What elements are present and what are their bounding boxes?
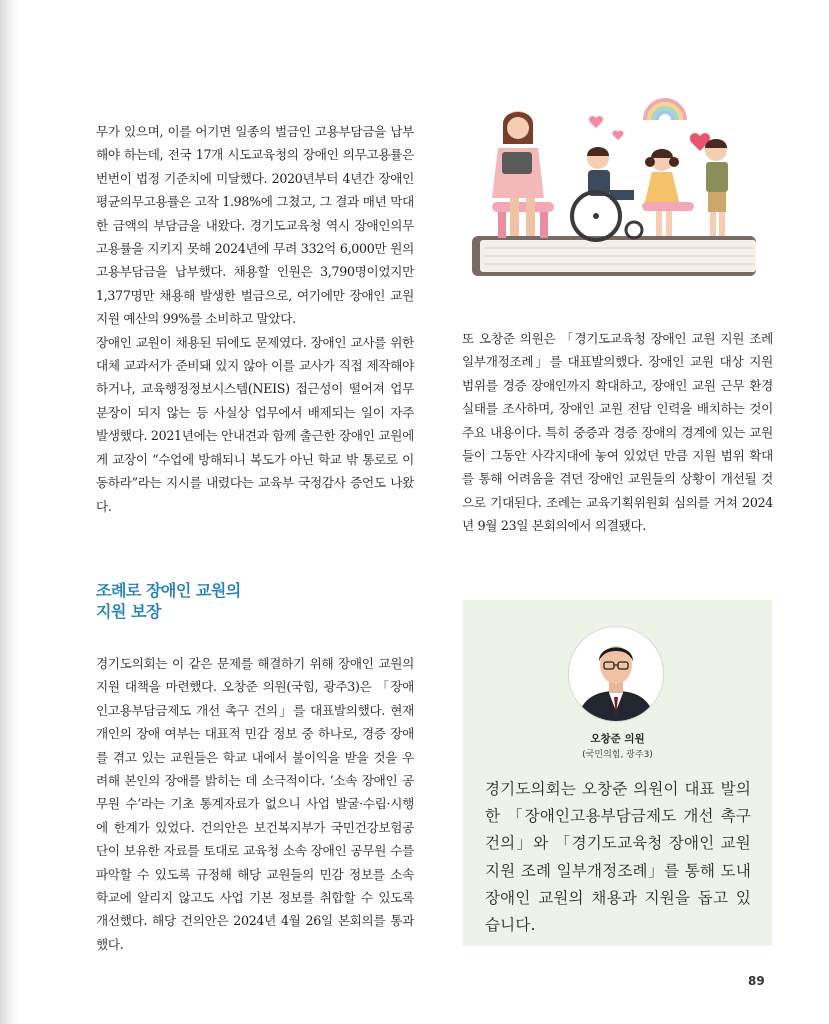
- inclusion-illustration: [470, 98, 760, 284]
- quote-speaker-name: 오창준 의원: [590, 733, 645, 745]
- section-heading-line-2: 지원 보장: [96, 602, 161, 621]
- quote-text: 경기도의회는 오창준 의원이 대표 발의한 「장애인고용부담금제도 개선 촉구 건의」와 「경기도교육청 장애인 교원 지원 조례 일부개정조례」를 통해 도내 장애인 교원의 채용과 지원을 돕고 있습니다.: [485, 780, 751, 935]
- right-paragraph-1: 또 오창준 의원은 「경기도교육청 장애인 교원 지원 조례 일부개정조례」를 대표발의했다. 장애인 교원 대상 지원 범위를 경증 장애인까지 확대하고, 장애인 교원 근무 환경 실태를 조사하며, 장애인 교원 전담 인력을 배치하는 것이 주요 내용이다. 특히 중증과 경증 장애의 경계에 있는 교원들이 그동안 사각지대에 놓여 있었던 만큼 지원 범위 확대를 통해 어려움을 겪던 장애인 교원들의 상황이 개선될 것으로 기대된다. 조례는 교육기획위원회 심의를 거쳐 2024년 9월 23일 본회의에서 의결됐다.: [462, 331, 773, 534]
- portrait-photo: [568, 626, 664, 722]
- boy-figure: [705, 139, 728, 236]
- heart-icons: [589, 116, 710, 151]
- quote-speaker-affiliation: (국민의힘, 광주3): [582, 750, 653, 760]
- rainbow-icon: [645, 100, 685, 120]
- girl-figure: [644, 149, 680, 236]
- left-paragraph-2: 장애인 교원이 채용된 뒤에도 문제였다. 장애인 교사를 위한 대체 교과서가 준비돼 있지 않아 이를 교사가 직접 제작해야 하거나, 교육행정정보시스템(NEIS) 접근성이 떨어져 업무 분장이 되지 않는 등 사실상 업무에서 배제되는 일이 자주 발생했다. 2021년에는 안내견과 함께 출근한 장애인 교원에게 교장이 “수업에 방해되니 복도가 아닌 학교 밖 통로로 이동하라”라는 지시를 내렸다는 교육부 국정감사 증언도 나왔다.: [96, 334, 414, 514]
- quote-box: [463, 600, 772, 946]
- left-paragraph-1: 무가 있으며, 이를 어기면 일종의 벌금인 고용부담금을 납부해야 하는데, 전국 17개 시도교육청의 장애인 의무고용률은 번번이 법정 기준치에 미달했다. 2020년부터 4년간 장애인평균의무고용률은 고작 1.98%에 그쳤고, 그 결과 매년 막대한 금액의 부담금을 내왔다. 경기도교육청 역시 장애인의무고용률을 지키지 못해 2024년에 무려 332억 6,000만 원의 고용부담금을 납부했다. 채용할 인원은 3,790명이었지만 1,377명만 채용해 발생한 벌금으로, 여기에만 장애인 교원 지원 예산의 99%를 소비하고 말았다.: [96, 124, 414, 327]
- page-fold-shadow: [0, 0, 18, 1024]
- right-column-text: [462, 327, 773, 538]
- section-heading: [96, 580, 396, 622]
- section-paragraph-1: 경기도의회는 이 같은 문제를 해결하기 위해 장애인 교원의 지원 대책을 마련했다. 오창준 의원(국힘, 광주3)은 「장애인고용부담금제도 개선 촉구 건의」를 대표발의했다. 현재 개인의 장애 여부는 대표적 민감 정보 중 하나로, 경증 장애를 겪고 있는 교원들은 학교 내에서 불이익을 받을 것을 우려해 본인의 장애를 밝히는 데 소극적이다. ‘소속 장애인 공무원 수’라는 기초 통계자료가 없으니 사업 발굴·수립·시행에 한계가 있었다. 건의안은 보건복지부가 국민건강보험공단이 보유한 자료를 토대로 교육청 소속 장애인 공무원 수를 파악할 수 있도록 규정해 해당 교원들의 민감 정보를 소속 학교에 알리지 않고도 사업 기본 정보를 취합할 수 있도록 개선했다. 해당 건의안은 2024년 4월 26일 본회의를 통과했다.: [96, 656, 414, 952]
- left-column-text: [96, 120, 414, 518]
- page-number: 89: [748, 974, 765, 988]
- section-body-text: [96, 652, 414, 956]
- wheelchair-child-figure: [572, 147, 642, 240]
- section-heading-line-1: 조례로 장애인 교원의: [96, 581, 241, 600]
